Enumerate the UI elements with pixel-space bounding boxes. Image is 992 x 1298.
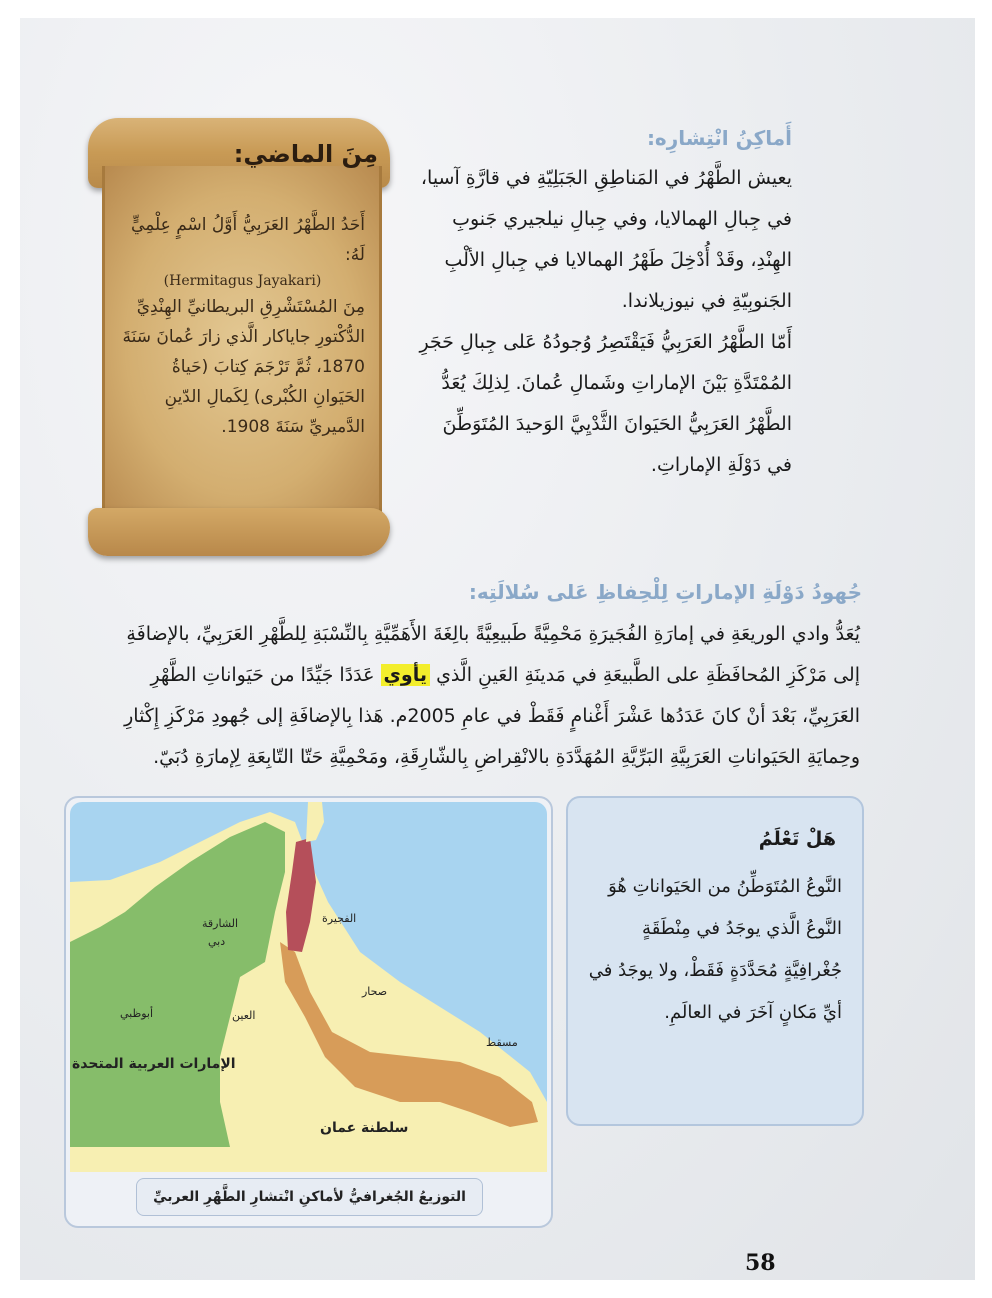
map-label-sohar: صحار [362,985,388,998]
scroll-bottom-roll [88,508,390,556]
distribution-map-card [64,796,553,1228]
map-label-oman: سلطنة عمان [320,1120,409,1136]
map-label-fujairah: الفجيرة [322,912,357,925]
map-label-uae: الإمارات العربية المتحدة [72,1056,236,1072]
map-label-alain: العين [232,1009,256,1022]
conservation-text-part-1: يُعَدُّ وادي الوريعَةِ في إمارَةِ الفُجَيرَةِ مَحْمِيَّةً طَبيعِيَّةً بالِغَةَ الأَهَمِّيَّةِ بِالنِّسْبَةِ لِلطَّهْرِ العَرَبِيِّ، بالإضافَةِ إلى مَرْكَزِ المُحافَظَةِ على الطَّبيعَةِ في مَدينَةِ العَينِ الَّذي [126,623,860,686]
did-you-know-title: هَلْ تَعْلَمُ [758,828,836,850]
distribution-map [70,802,547,1172]
habitats-paragraph-1: يعيش الطَّهْرُ في المَناطِقِ الجَبَلِيّةِ في قارَّةِ آسيا، في جِبالِ الهمالايا، وفي جِبالِ نيلجيري جَنوبِ الهِنْدِ، وقَدْ أُدْخِلَ طَهْرُ الهمالايا في جِبالِ الألْبِ الجَنوبِيّةِ في نيوزيلاندا. [420,167,792,312]
did-you-know-text: النَّوعُ المُتَوَطِّنُ من الحَيَواناتِ هُوَ النَّوعُ الَّذي يوجَدُ في مِنْطَقَةٍ جُغْرافِيَّةٍ مُحَدَّدَةٍ فَقَطْ، ولا يوجَدُ في أيِّ مَكانٍ آخَرَ في العالَمِ. [588,876,842,1023]
highlighted-word: يأوي [381,664,431,686]
map-caption: التوزيعُ الجُغرافيُّ لأماكنِ انْتشارِ الطَّهْرِ العربيِّ [136,1178,483,1216]
section-heading-conservation: جُهودُ دَوْلَةِ الإماراتِ لِلْحِفاظِ عَلى سُلالَتِه: [468,580,862,604]
scroll-title: مِنَ الماضي: [233,140,378,168]
map-label-sharjah: الشارقة [202,917,239,930]
scroll-text-line-1: أَحَدُ الطَّهْرُ العَرَبِيُّ أَوَّلُ اسْمٍ عِلْمِيٍّ لَهُ: [131,215,365,265]
from-the-past-scroll [88,118,390,558]
page-number: 58 [745,1250,776,1276]
scroll-text-line-2: مِنَ المُسْتَشْرِقِ البريطانيِّ الهِنْدِيِّ الدُّكْتورِ جاياكار الَّذي زارَ عُمانَ سَنَةَ 1870، ثُمَّ تَرْجَمَ كِتابَ (حَياةُ الحَيَوانِ الكُبْرى) لِكَمالِ الدّينِ الدَّميريِّ سَنَةَ 1908. [122,297,365,437]
did-you-know-card [566,796,864,1126]
scroll-text [120,210,365,442]
map-label-muscat: مسقط [486,1036,518,1049]
habitats-text [418,158,792,486]
scientific-name: (Hermitagus Jayakari) [163,273,322,289]
map-label-dubai: دبي [208,935,226,948]
map-label-abudhabi: أبوظبي [120,1007,154,1020]
map-graphic [70,802,547,1172]
conservation-paragraph [120,614,860,778]
habitats-paragraph-2: أَمّا الطَّهْرُ العَرَبِيُّ فَيَقْتَصِرُ وُجودُهُ عَلى جِبالِ حَجَرِ المُمْتَدَّةِ بَيْنَ الإماراتِ وشَمالِ عُمانَ. لِذلِكَ يُعَدُّ الطَّهْرُ العَرَبِيُّ الحَيَوانَ الثَّدْيِيَّ الوَحيدَ المُتَوَطِّنَ في دَوْلَةِ الإماراتِ. [419,331,792,476]
conservation-text-part-2: عَدَدًا جَيِّدًا من حَيَواناتِ الطَّهْرِ العَرَبِيِّ، بَعْدَ أنْ كانَ عَدَدُها عَشْرَ أَغْنامٍ فَقَطْ في عامِ 2005م. هَذا بِالإضافَةِ إلى جُهودِ مَرْكَزِ إِكْثارِ وحِمايَةِ الحَيَواناتِ العَرَبِيَّةِ البَرِّيَّةِ المُهَدَّدَةِ بالانْقِراضِ بِالشّارِقَةِ، ومَحْمِيَّةِ حَتّا التّابِعَةِ لِإمارَةِ دُبَيّ. [124,664,860,768]
conservation-text [120,614,860,778]
section-heading-habitats: أَماكِنُ انْتِشارِه: [646,126,792,150]
musandam-tip [306,802,324,842]
